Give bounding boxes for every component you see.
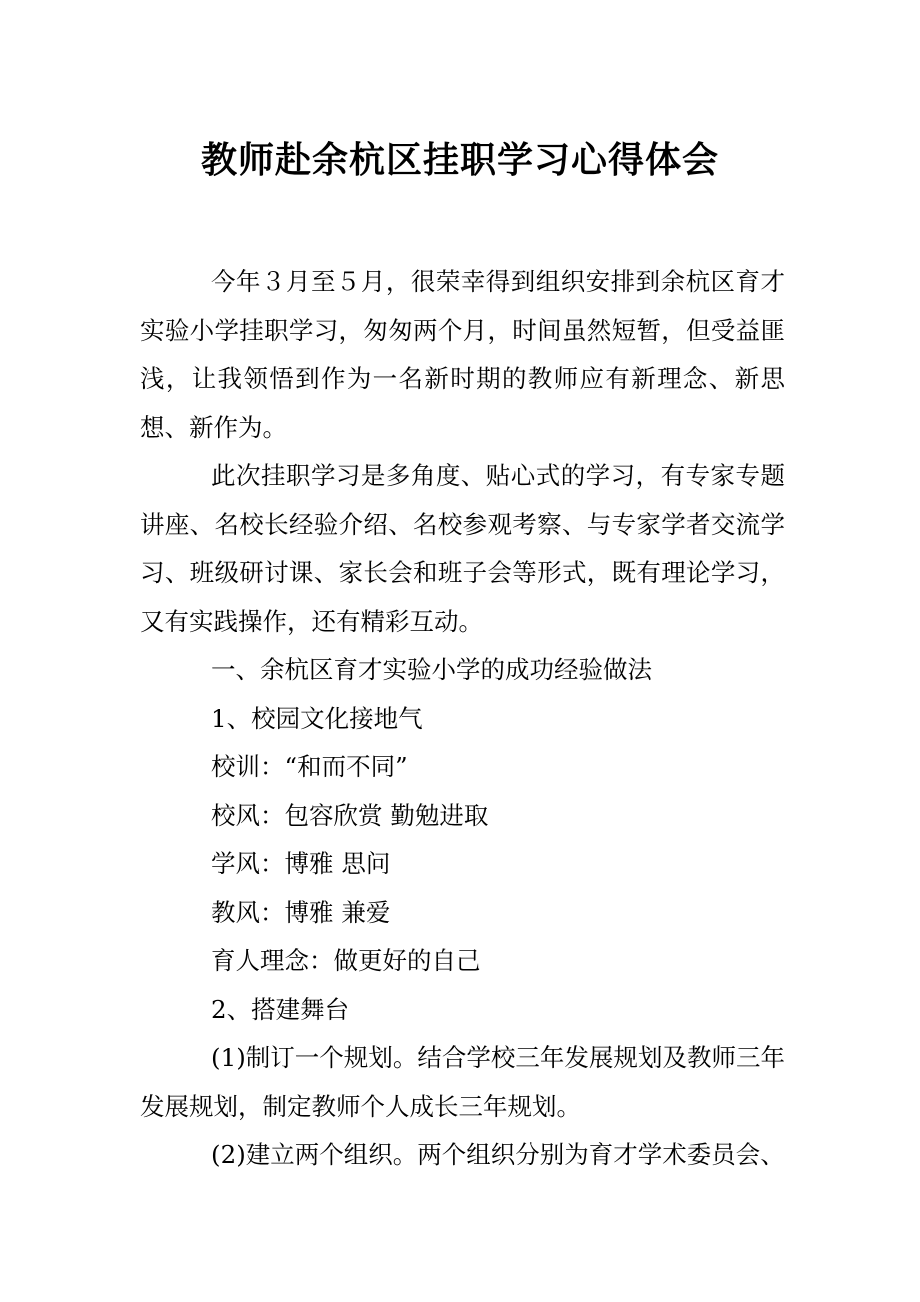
subheading-campus-culture: 1、校园文化接地气 [211, 703, 423, 733]
section-heading-1: 一、余杭区育才实验小学的成功经验做法 [211, 655, 653, 684]
paragraph-intro: 今年３月至５月，很荣幸得到组织安排到余杭区育才实验小学挂职学习，匆匆两个月，时间虽然短暂，但受益匪浅，让我领悟到作为一名新时期的教师应有新理念、新思想、新作为。 [140, 267, 785, 442]
paragraph-study-forms: 此次挂职学习是多角度、贴心式的学习，有专家专题讲座、名校长经验介绍、名校参观考察、与专家学者交流学习、班级研讨课、家长会和班子会等形式，既有理论学习，又有实践操作，还有精彩互动。 [140, 461, 785, 636]
teaching-style: 教风：博雅 兼爱 [211, 897, 391, 927]
education-philosophy: 育人理念：做更好的自己 [211, 946, 481, 975]
school-motto: 校训：“和而不同” [211, 752, 408, 781]
document-body [140, 258, 785, 1180]
study-style: 学风：博雅 思问 [211, 849, 391, 878]
paragraph-organizations: (2)建立两个组织。两个组织分别为育才学术委员会、 [211, 1140, 785, 1169]
school-spirit: 校风：包容欣赏 勤勉进取 [211, 800, 489, 830]
paragraph-plan: (1)制订一个规划。结合学校三年发展规划及教师三年发展规划，制定教师个人成长三年规划。 [140, 1043, 785, 1121]
subheading-build-stage: 2、搭建舞台 [211, 994, 350, 1024]
document-title: 教师赴余杭区挂职学习心得体会 [200, 139, 719, 182]
